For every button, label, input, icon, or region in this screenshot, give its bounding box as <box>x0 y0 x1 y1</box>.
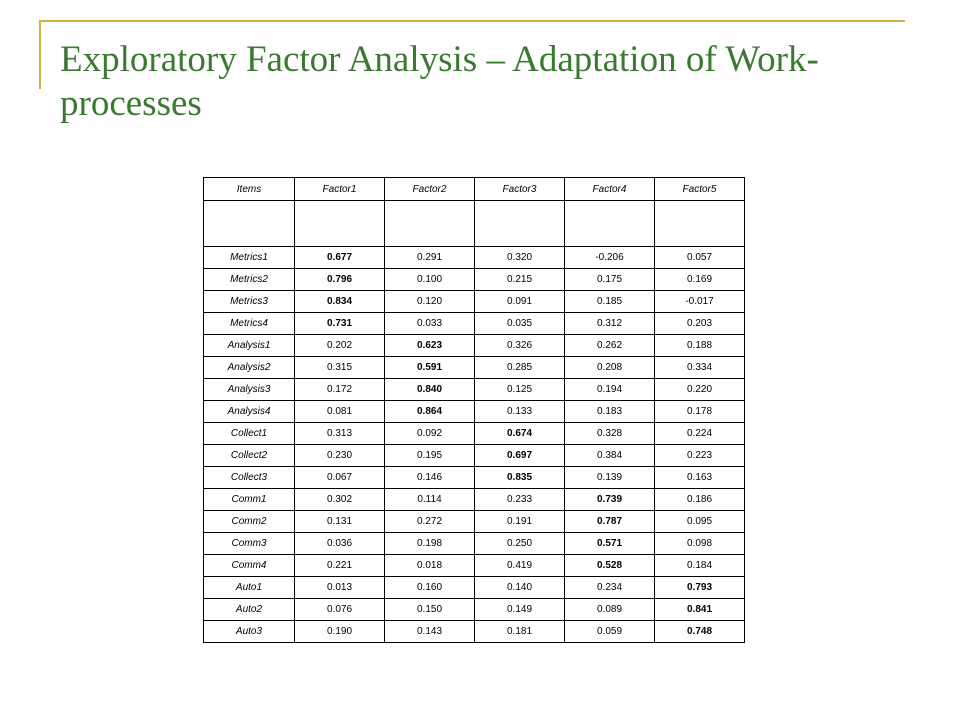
empty-cell <box>565 201 655 247</box>
loading-cell-factor5: 0.186 <box>655 489 745 511</box>
loading-cell-factor5: 0.793 <box>655 577 745 599</box>
loading-cell-factor5: 0.748 <box>655 621 745 643</box>
table-row <box>204 335 745 357</box>
loading-cell-factor4: 0.262 <box>565 335 655 357</box>
loading-cell-factor2: 0.146 <box>385 467 475 489</box>
slide-frame-top-line <box>39 20 905 22</box>
loading-cell-factor2: 0.272 <box>385 511 475 533</box>
table-header-row <box>204 178 745 201</box>
loading-cell-factor4: 0.312 <box>565 313 655 335</box>
loading-cell-factor3: 0.181 <box>475 621 565 643</box>
loading-cell-factor4: 0.571 <box>565 533 655 555</box>
loading-cell-factor1: 0.731 <box>295 313 385 335</box>
table-empty-row <box>204 201 745 247</box>
loading-cell-factor1: 0.131 <box>295 511 385 533</box>
loading-cell-factor2: 0.623 <box>385 335 475 357</box>
loading-cell-factor2: 0.120 <box>385 291 475 313</box>
loading-cell-factor4: 0.183 <box>565 401 655 423</box>
loading-cell-factor3: 0.140 <box>475 577 565 599</box>
row-item-label: Comm1 <box>204 489 295 511</box>
loading-cell-factor5: 0.178 <box>655 401 745 423</box>
loading-cell-factor5: -0.017 <box>655 291 745 313</box>
row-item-label: Collect1 <box>204 423 295 445</box>
loading-cell-factor4: 0.089 <box>565 599 655 621</box>
loading-cell-factor4: 0.234 <box>565 577 655 599</box>
table-row <box>204 577 745 599</box>
row-item-label: Analysis1 <box>204 335 295 357</box>
loading-cell-factor4: 0.528 <box>565 555 655 577</box>
loading-cell-factor5: 0.057 <box>655 247 745 269</box>
loading-cell-factor2: 0.150 <box>385 599 475 621</box>
column-header-factor4: Factor4 <box>565 178 655 201</box>
row-item-label: Analysis2 <box>204 357 295 379</box>
loading-cell-factor5: 0.188 <box>655 335 745 357</box>
empty-cell <box>655 201 745 247</box>
loading-cell-factor3: 0.091 <box>475 291 565 313</box>
loading-cell-factor4: 0.328 <box>565 423 655 445</box>
row-item-label: Comm4 <box>204 555 295 577</box>
loading-cell-factor2: 0.198 <box>385 533 475 555</box>
loading-cell-factor3: 0.215 <box>475 269 565 291</box>
table-row <box>204 357 745 379</box>
loading-cell-factor4: 0.175 <box>565 269 655 291</box>
loading-cell-factor4: 0.059 <box>565 621 655 643</box>
loading-cell-factor5: 0.098 <box>655 533 745 555</box>
row-item-label: Collect3 <box>204 467 295 489</box>
loading-cell-factor3: 0.191 <box>475 511 565 533</box>
loading-cell-factor4: 0.185 <box>565 291 655 313</box>
row-item-label: Auto3 <box>204 621 295 643</box>
loading-cell-factor3: 0.250 <box>475 533 565 555</box>
loading-cell-factor1: 0.081 <box>295 401 385 423</box>
loading-cell-factor2: 0.160 <box>385 577 475 599</box>
row-item-label: Analysis3 <box>204 379 295 401</box>
loading-cell-factor1: 0.230 <box>295 445 385 467</box>
loading-cell-factor5: 0.223 <box>655 445 745 467</box>
empty-cell <box>385 201 475 247</box>
loading-cell-factor4: 0.787 <box>565 511 655 533</box>
loading-cell-factor5: 0.169 <box>655 269 745 291</box>
row-item-label: Comm3 <box>204 533 295 555</box>
table-row <box>204 401 745 423</box>
loading-cell-factor3: 0.149 <box>475 599 565 621</box>
loading-cell-factor5: 0.163 <box>655 467 745 489</box>
row-item-label: Metrics4 <box>204 313 295 335</box>
column-header-factor5: Factor5 <box>655 178 745 201</box>
loading-cell-factor3: 0.320 <box>475 247 565 269</box>
row-item-label: Collect2 <box>204 445 295 467</box>
loading-cell-factor1: 0.172 <box>295 379 385 401</box>
loading-cell-factor1: 0.221 <box>295 555 385 577</box>
loading-cell-factor4: -0.206 <box>565 247 655 269</box>
table-row <box>204 489 745 511</box>
table-row <box>204 599 745 621</box>
column-header-factor2: Factor2 <box>385 178 475 201</box>
loading-cell-factor3: 0.233 <box>475 489 565 511</box>
table-row <box>204 247 745 269</box>
table-row <box>204 379 745 401</box>
empty-cell <box>295 201 385 247</box>
row-item-label: Metrics3 <box>204 291 295 313</box>
loading-cell-factor1: 0.796 <box>295 269 385 291</box>
loading-cell-factor1: 0.677 <box>295 247 385 269</box>
loading-cell-factor2: 0.864 <box>385 401 475 423</box>
loading-cell-factor3: 0.697 <box>475 445 565 467</box>
loading-cell-factor2: 0.018 <box>385 555 475 577</box>
column-header-items: Items <box>204 178 295 201</box>
loading-cell-factor3: 0.125 <box>475 379 565 401</box>
row-item-label: Analysis4 <box>204 401 295 423</box>
loading-cell-factor3: 0.835 <box>475 467 565 489</box>
loading-cell-factor5: 0.224 <box>655 423 745 445</box>
loading-cell-factor4: 0.194 <box>565 379 655 401</box>
loading-cell-factor2: 0.114 <box>385 489 475 511</box>
factor-loadings-table-container <box>203 177 745 643</box>
row-item-label: Metrics1 <box>204 247 295 269</box>
loading-cell-factor3: 0.419 <box>475 555 565 577</box>
loading-cell-factor1: 0.190 <box>295 621 385 643</box>
loading-cell-factor5: 0.184 <box>655 555 745 577</box>
loading-cell-factor1: 0.202 <box>295 335 385 357</box>
table-row <box>204 445 745 467</box>
loading-cell-factor5: 0.220 <box>655 379 745 401</box>
row-item-label: Comm2 <box>204 511 295 533</box>
loading-cell-factor5: 0.841 <box>655 599 745 621</box>
table-row <box>204 511 745 533</box>
table-row <box>204 269 745 291</box>
loading-cell-factor4: 0.739 <box>565 489 655 511</box>
loading-cell-factor1: 0.313 <box>295 423 385 445</box>
slide-frame-left-line <box>39 20 41 89</box>
loading-cell-factor3: 0.035 <box>475 313 565 335</box>
table-row <box>204 313 745 335</box>
column-header-factor1: Factor1 <box>295 178 385 201</box>
loading-cell-factor2: 0.195 <box>385 445 475 467</box>
empty-cell <box>204 201 295 247</box>
column-header-factor3: Factor3 <box>475 178 565 201</box>
loading-cell-factor2: 0.143 <box>385 621 475 643</box>
loading-cell-factor4: 0.384 <box>565 445 655 467</box>
table-row <box>204 621 745 643</box>
table-body <box>204 201 745 643</box>
loading-cell-factor2: 0.291 <box>385 247 475 269</box>
table-row <box>204 533 745 555</box>
loading-cell-factor2: 0.840 <box>385 379 475 401</box>
factor-loadings-table <box>203 177 745 643</box>
row-item-label: Auto1 <box>204 577 295 599</box>
loading-cell-factor5: 0.095 <box>655 511 745 533</box>
loading-cell-factor2: 0.100 <box>385 269 475 291</box>
table-row <box>204 291 745 313</box>
loading-cell-factor3: 0.133 <box>475 401 565 423</box>
loading-cell-factor4: 0.208 <box>565 357 655 379</box>
table-row <box>204 555 745 577</box>
table-row <box>204 467 745 489</box>
table-row <box>204 423 745 445</box>
row-item-label: Metrics2 <box>204 269 295 291</box>
loading-cell-factor1: 0.013 <box>295 577 385 599</box>
loading-cell-factor1: 0.076 <box>295 599 385 621</box>
row-item-label: Auto2 <box>204 599 295 621</box>
loading-cell-factor2: 0.591 <box>385 357 475 379</box>
loading-cell-factor2: 0.092 <box>385 423 475 445</box>
loading-cell-factor3: 0.285 <box>475 357 565 379</box>
loading-cell-factor4: 0.139 <box>565 467 655 489</box>
slide-title: Exploratory Factor Analysis – Adaptation of Work-processes <box>60 39 819 124</box>
loading-cell-factor1: 0.302 <box>295 489 385 511</box>
empty-cell <box>475 201 565 247</box>
loading-cell-factor5: 0.334 <box>655 357 745 379</box>
loading-cell-factor5: 0.203 <box>655 313 745 335</box>
loading-cell-factor2: 0.033 <box>385 313 475 335</box>
loading-cell-factor1: 0.036 <box>295 533 385 555</box>
loading-cell-factor1: 0.067 <box>295 467 385 489</box>
loading-cell-factor3: 0.674 <box>475 423 565 445</box>
loading-cell-factor3: 0.326 <box>475 335 565 357</box>
loading-cell-factor1: 0.834 <box>295 291 385 313</box>
loading-cell-factor1: 0.315 <box>295 357 385 379</box>
